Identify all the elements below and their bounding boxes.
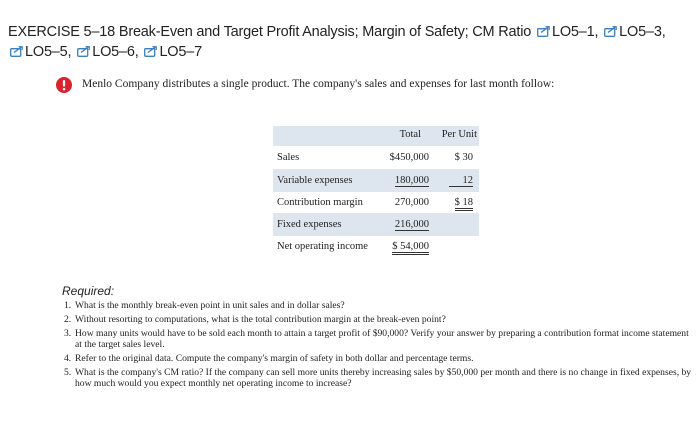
required-item-number: 4. [64, 353, 72, 364]
lo-link-3[interactable]: LO5–5, [25, 44, 72, 60]
required-item-number: 2. [64, 314, 72, 325]
row-label-fixed-expenses: Fixed expenses [277, 219, 342, 230]
sales-total: $450,000 [389, 152, 429, 163]
lo-link-4[interactable]: LO5–6, [92, 44, 139, 60]
required-list [64, 300, 694, 392]
required-item [64, 353, 694, 364]
alert-icon [56, 77, 72, 93]
lo-link-5[interactable]: LO5–7 [159, 44, 202, 60]
row-label-contribution-margin: Contribution margin [277, 197, 363, 208]
contribution-margin-per-unit: $ 18 [455, 197, 473, 211]
net-operating-income-total: $ 54,000 [392, 241, 429, 255]
required-item [64, 367, 694, 389]
fixed-expenses-total: 216,000 [394, 219, 429, 230]
contribution-margin-total: 270,000 [394, 197, 429, 208]
required-item-text: Refer to the original data. Compute the company's margin of safety in both dollar and percentage terms. [75, 353, 474, 364]
learning-objective-icon[interactable] [144, 46, 157, 57]
exercise-title: EXERCISE 5–18 Break-Even and Target Profit Analysis; Margin of Safety; CM Ratio [8, 24, 532, 40]
intro-text: Menlo Company distributes a single product. The company's sales and expenses for last month follow: [82, 78, 555, 90]
learning-objective-icon[interactable] [604, 26, 617, 37]
required-item-number: 1. [64, 300, 72, 311]
required-item [64, 328, 694, 350]
required-item-text: How many units would have to be sold each month to attain a target profit of $90,000? Verify your answer by preparing a contribution format income statement at the target sales level. [75, 328, 689, 350]
column-header-per-unit: Per Unit [441, 129, 477, 140]
required-item [64, 314, 694, 325]
learning-objective-icon[interactable] [10, 46, 23, 57]
required-item-text: What is the company's CM ratio? If the company can sell more units thereby increasing sales by $50,000 per month and there is no change in fixed expenses, by how much would you expect monthly net operating income to increase? [75, 367, 692, 389]
learning-objective-icon[interactable] [537, 26, 550, 37]
row-label-net-operating-income: Net operating income [277, 241, 368, 252]
required-heading: Required: [62, 284, 115, 298]
income-statement-table [273, 126, 479, 258]
column-header-total: Total [399, 129, 421, 140]
row-label-sales: Sales [277, 152, 300, 163]
required-item-number: 3. [64, 328, 72, 339]
required-item [64, 300, 694, 311]
row-label-variable-expenses: Variable expenses [277, 175, 353, 186]
variable-expenses-per-unit: 12 [449, 175, 473, 187]
lo-link-2[interactable]: LO5–3, [619, 24, 666, 40]
sales-per-unit: $ 30 [454, 152, 473, 163]
required-item-text: Without resorting to computations, what is the total contribution margin at the break-even point? [75, 314, 446, 325]
required-item-number: 5. [64, 367, 72, 378]
learning-objective-icon[interactable] [77, 46, 90, 57]
required-item-text: What is the monthly break-even point in unit sales and in dollar sales? [75, 300, 345, 311]
lo-link-1[interactable]: LO5–1, [551, 24, 599, 40]
variable-expenses-total: 180,000 [394, 175, 429, 186]
exercise-heading [8, 22, 694, 62]
